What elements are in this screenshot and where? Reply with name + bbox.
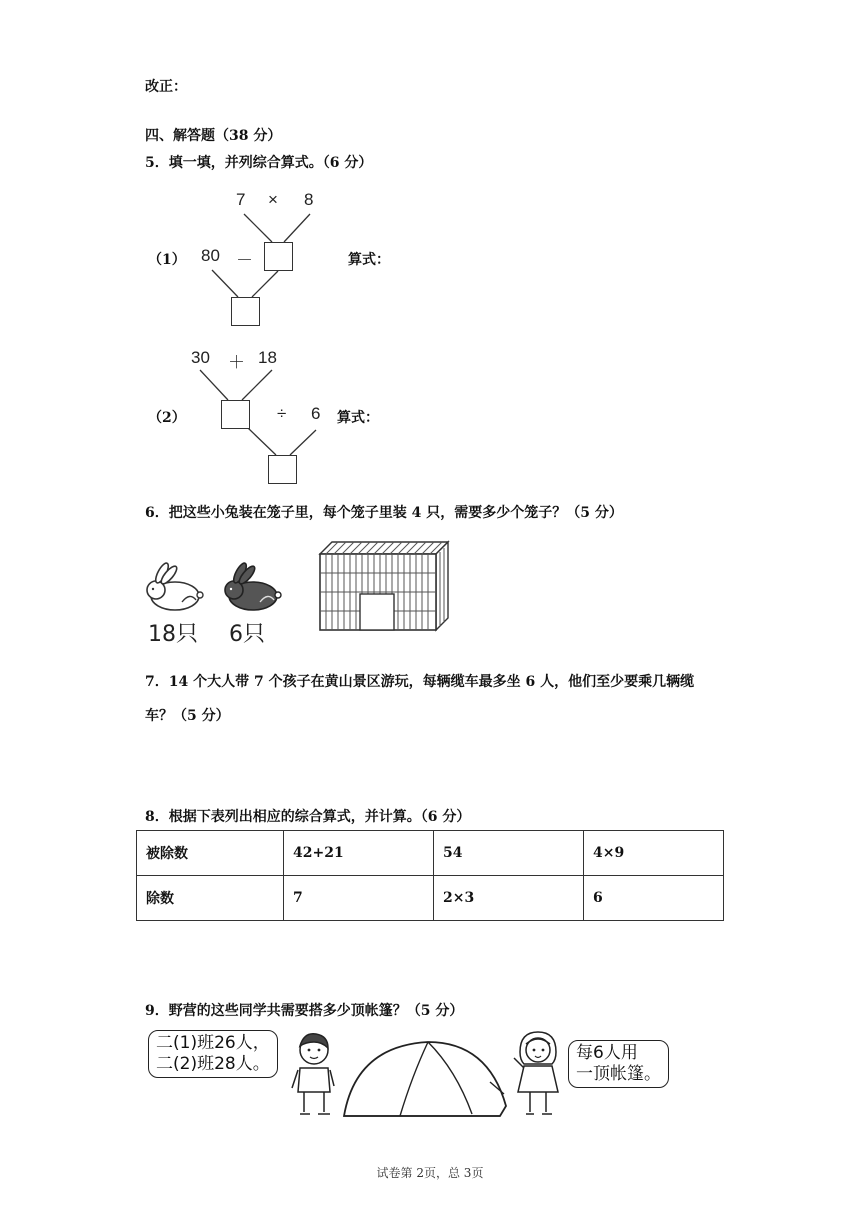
grey-rabbit-count: 6只 (229, 622, 265, 647)
table-row (137, 876, 724, 921)
tent-icon (340, 1036, 512, 1122)
question-5-title: 5．填一填，并列综合算式。（6 分） (145, 155, 373, 171)
q5-2-plus-sign: ＋ (228, 353, 245, 372)
table-cell: 2×3 (434, 876, 584, 921)
cage-icon (318, 540, 450, 632)
table-cell: 7 (284, 876, 434, 921)
table-row-label: 除数 (137, 876, 284, 921)
q5-2-answer-box-bottom[interactable] (268, 455, 297, 484)
division-table (136, 830, 724, 921)
grey-rabbit-icon (220, 562, 288, 614)
girl-bubble-line-2: 一顶帐篷。 (576, 1064, 661, 1084)
table-row-label: 被除数 (137, 831, 284, 876)
girl-speech-bubble (568, 1040, 669, 1088)
q5-2-number-a: 30 (191, 348, 210, 367)
section-title: 四、解答题（38 分） (145, 128, 282, 144)
q5-1-number-left: 80 (201, 246, 220, 265)
q5-1-number-a: 7 (236, 190, 246, 209)
table-cell: 42+21 (284, 831, 434, 876)
question-6-title: 6．把这些小兔装在笼子里，每个笼子里装 4 只，需要多少个笼子？（5 分） (145, 505, 623, 521)
boy-bubble-line-1: 二(1)班26人， (156, 1033, 270, 1053)
q5-1-answer-box-bottom[interactable] (231, 297, 260, 326)
white-rabbit-icon (142, 562, 210, 614)
q5-1-formula-label: 算式： (348, 252, 390, 268)
table-cell: 54 (434, 831, 584, 876)
q5-2-number-b: 18 (258, 348, 277, 367)
boy-bubble-line-2: 二(2)班28人。 (156, 1054, 270, 1074)
q5-1-minus-sign: － (236, 251, 253, 270)
question-7-line-1: 7．14 个大人带 7 个孩子在黄山景区游玩，每辆缆车最多坐 6 人，他们至少要乘几辆缆 (145, 674, 695, 690)
q5-2-answer-box-top[interactable] (221, 400, 250, 429)
table-cell: 4×9 (584, 831, 724, 876)
question-8-title: 8．根据下表列出相应的综合算式，并计算。（6 分） (145, 809, 471, 825)
table-cell: 6 (584, 876, 724, 921)
q5-2-divide-sign: ÷ (277, 404, 287, 423)
q5-1-answer-box-top[interactable] (264, 242, 293, 271)
question-7-line-2: 车？（5 分） (145, 708, 230, 724)
question-9-title: 9．野营的这些同学共需要搭多少顶帐篷？（5 分） (145, 1003, 464, 1019)
table-row (137, 831, 724, 876)
q5-1-label: （1） (148, 252, 186, 268)
boy-speech-bubble (148, 1030, 278, 1078)
girl-icon (510, 1030, 570, 1122)
girl-bubble-line-1: 每6人用 (576, 1043, 638, 1063)
white-rabbit-count: 18只 (148, 622, 198, 647)
correction-label: 改正： (145, 79, 187, 95)
boy-icon (286, 1030, 346, 1122)
q5-2-label: （2） (148, 410, 186, 426)
q5-2-number-right: 6 (311, 404, 321, 423)
page-footer: 试卷第 2页，总 3页 (376, 1166, 484, 1180)
q5-1-number-b: 8 (304, 190, 314, 209)
q5-1-multiply-sign: × (268, 190, 278, 209)
q5-2-formula-label: 算式： (337, 410, 379, 426)
